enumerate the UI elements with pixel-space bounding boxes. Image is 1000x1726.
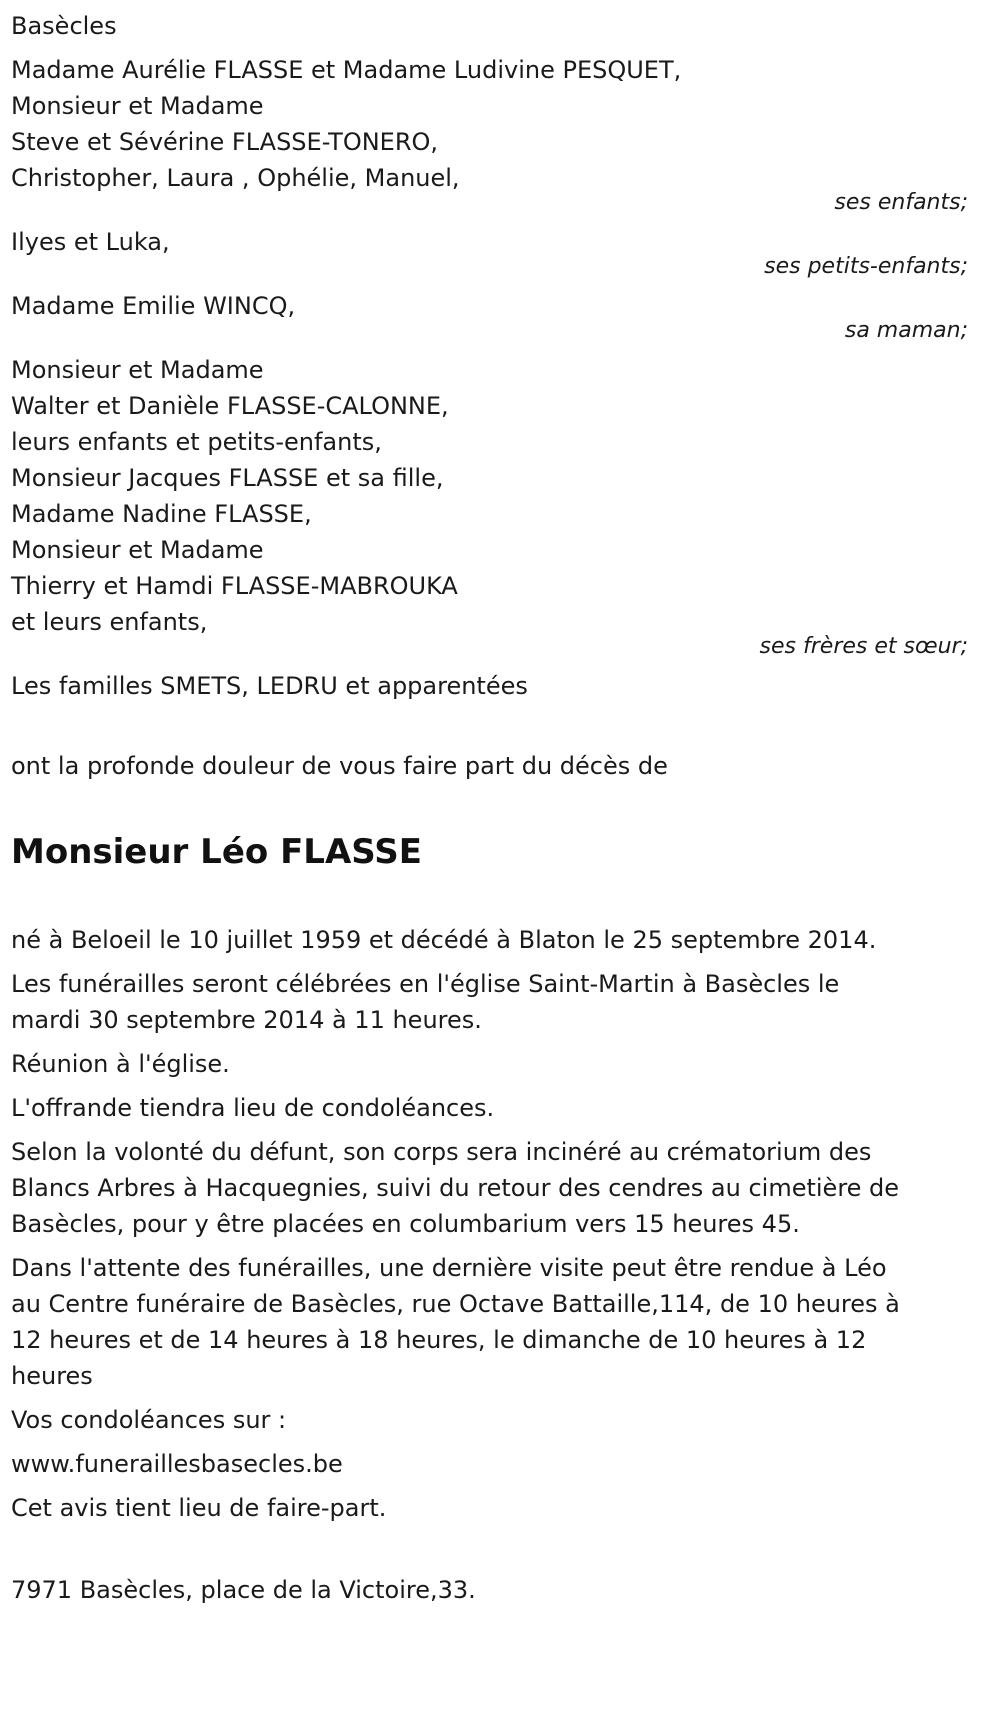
grandchildren-block xyxy=(11,224,980,280)
siblings-line-2: Walter et Danièle FLASSE-CALONNE, xyxy=(11,392,449,420)
detail-notice: Cet avis tient lieu de faire-part. xyxy=(11,1494,387,1522)
address-line: 7971 Basècles, place de la Victoire,33. xyxy=(11,1576,476,1604)
siblings-line-8: et leurs enfants, xyxy=(11,608,208,636)
header-place: Basècles xyxy=(11,12,117,40)
siblings-line-5: Madame Nadine FLASSE, xyxy=(11,500,312,528)
siblings-line-3: leurs enfants et petits-enfants, xyxy=(11,428,382,456)
grandchildren-line-1: Ilyes et Luka, xyxy=(11,228,170,256)
siblings-line-6: Monsieur et Madame xyxy=(11,536,264,564)
detail-cremation: Selon la volonté du défunt, son corps sera incinéré au crématorium des Blancs Arbres à Hacquegnies, suivi du retour des cendres au cimetière de Basècles, pour y être placées en columbarium vers 15 heures 45. xyxy=(11,1138,900,1238)
detail-birth-death: né à Beloeil le 10 juillet 1959 et décédé à Blaton le 25 septembre 2014. xyxy=(11,926,877,954)
mother-block xyxy=(11,288,980,344)
mother-line-1: Madame Emilie WINCQ, xyxy=(11,292,296,320)
children-line-4: Christopher, Laura , Ophélie, Manuel, xyxy=(11,164,460,192)
detail-offering: L'offrande tiendra lieu de condoléances. xyxy=(11,1094,495,1122)
siblings-line-1: Monsieur et Madame xyxy=(11,356,264,384)
detail-meeting: Réunion à l'église. xyxy=(11,1050,230,1078)
children-line-3: Steve et Sévérine FLASSE-TONERO, xyxy=(11,128,439,156)
detail-website-link[interactable]: www.funeraillesbasecles.be xyxy=(11,1450,343,1478)
children-line-1: Madame Aurélie FLASSE et Madame Ludivine PESQUET, xyxy=(11,56,682,84)
children-line-2: Monsieur et Madame xyxy=(11,92,264,120)
details-block xyxy=(11,922,911,1526)
siblings-role: ses frères et sœur; xyxy=(759,634,968,659)
siblings-block xyxy=(11,352,980,660)
mother-role: sa maman; xyxy=(844,318,968,343)
families-line: Les familles SMETS, LEDRU et apparentées xyxy=(11,672,528,700)
announcement-text: ont la profonde douleur de vous faire part du décès de xyxy=(11,752,668,780)
siblings-line-7: Thierry et Hamdi FLASSE-MABROUKA xyxy=(11,572,458,600)
deceased-name: Monsieur Léo FLASSE xyxy=(11,832,422,872)
siblings-line-4: Monsieur Jacques FLASSE et sa fille, xyxy=(11,464,444,492)
children-block xyxy=(11,52,980,216)
grandchildren-role: ses petits-enfants; xyxy=(764,254,968,279)
detail-condolences-label: Vos condoléances sur : xyxy=(11,1406,287,1434)
detail-funeral: Les funérailles seront célébrées en l'église Saint-Martin à Basècles le mardi 30 septembre 2014 à 11 heures. xyxy=(11,970,840,1034)
children-role: ses enfants; xyxy=(834,190,968,215)
detail-visit: Dans l'attente des funérailles, une dernière visite peut être rendue à Léo au Centre funéraire de Basècles, rue Octave Battaille,114, de 10 heures à 12 heures et de 14 heures à 18 heures, le dimanche de 10 heures à 12 heures xyxy=(11,1254,900,1390)
